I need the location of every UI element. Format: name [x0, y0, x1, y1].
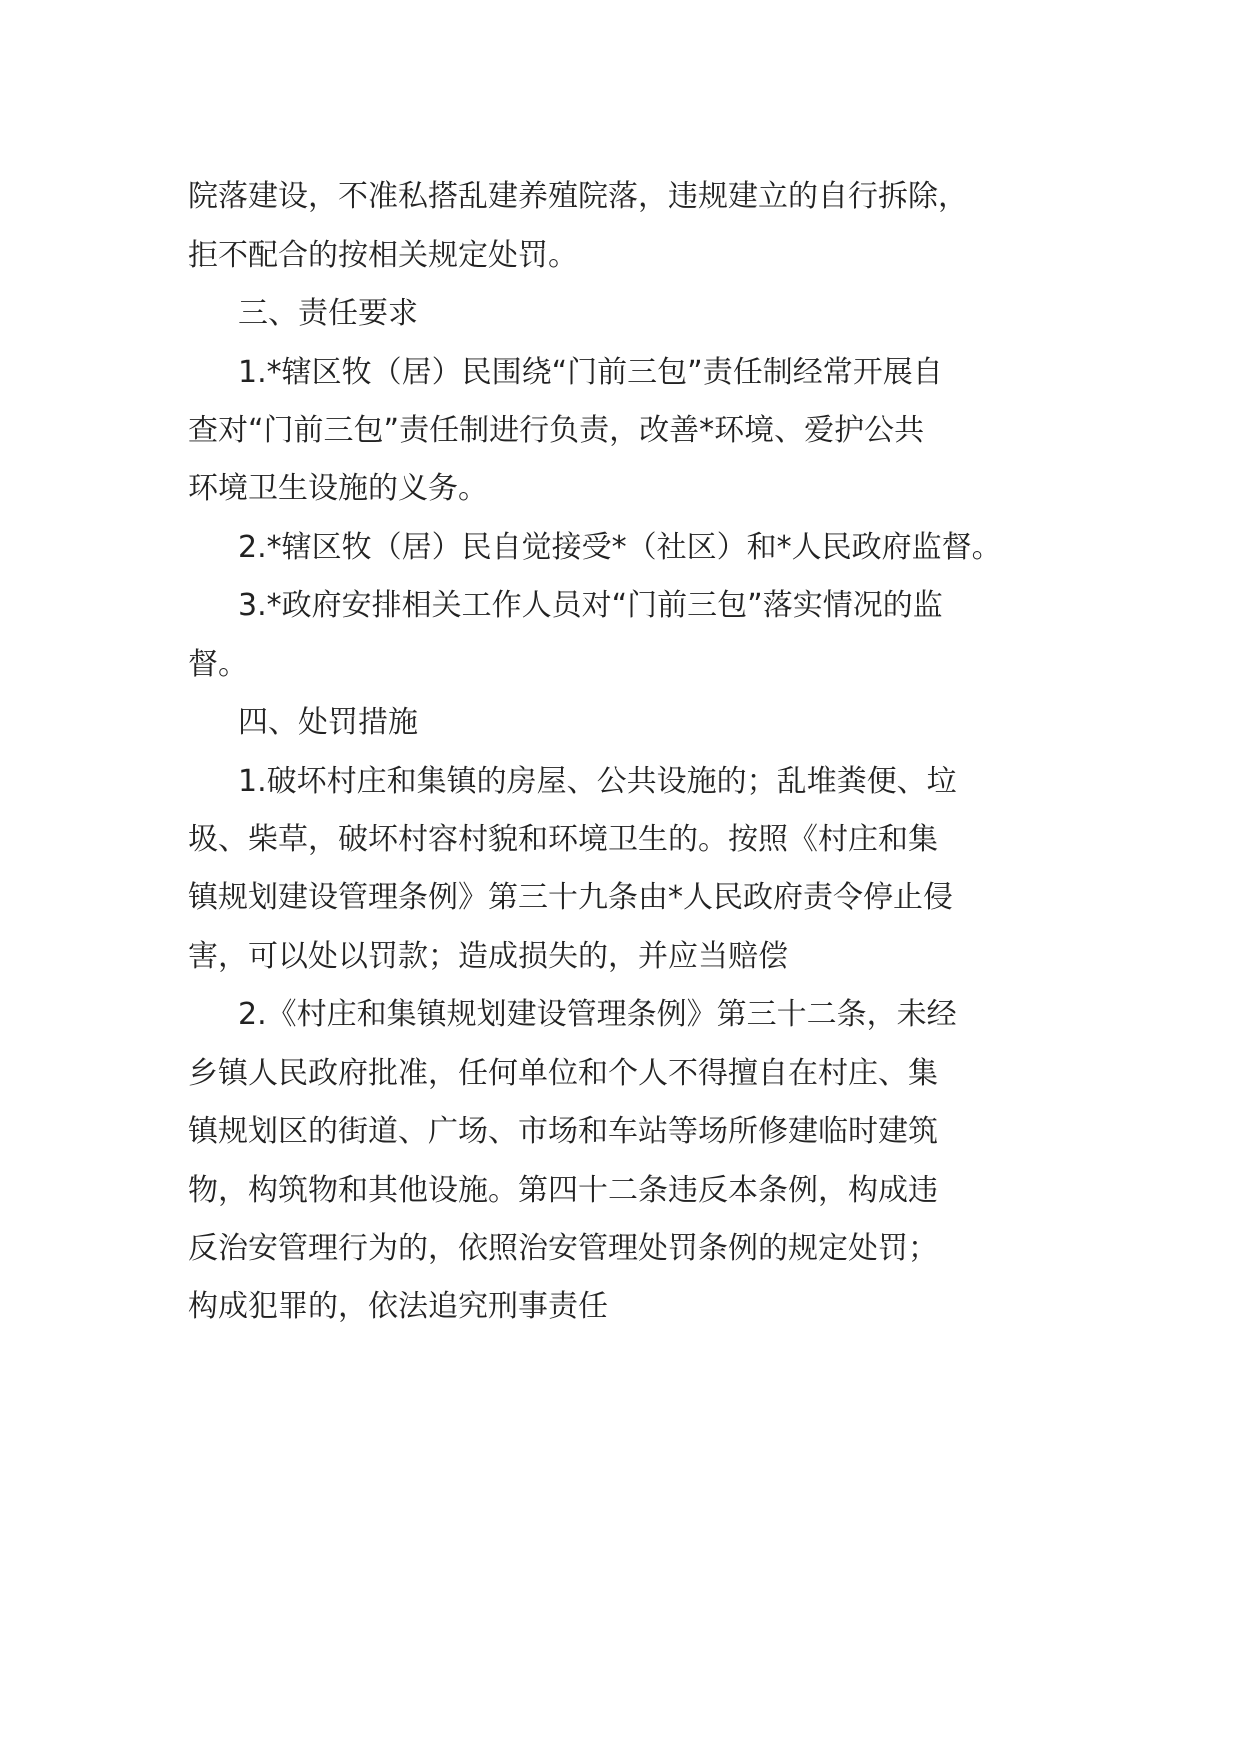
paragraph-line: 乡镇人民政府批准，任何单位和个人不得擅自在村庄、集 — [188, 1056, 938, 1091]
paragraph-line: 拒不配合的按相关规定处罚。 — [188, 238, 578, 273]
paragraph-line: 物，构筑物和其他设施。第四十二条违反本条例，构成违 — [188, 1173, 938, 1208]
paragraph-line: 2.《村庄和集镇规划建设管理条例》第三十二条，未经 — [238, 997, 957, 1032]
paragraph-line: 害，可以处以罚款；造成损失的，并应当赔偿 — [188, 939, 788, 974]
paragraph-line: 2.*辖区牧（居）民自觉接受*（社区）和*人民政府监督。 — [238, 530, 1002, 565]
paragraph-line: 镇规划区的街道、广场、市场和车站等场所修建临时建筑 — [188, 1114, 938, 1149]
paragraph-line: 督。 — [188, 647, 248, 682]
paragraph-line: 圾、柴草，破坏村容村貌和环境卫生的。按照《村庄和集 — [188, 822, 938, 857]
section-heading: 三、责任要求 — [238, 296, 418, 331]
section-heading: 四、处罚措施 — [238, 705, 418, 740]
paragraph-line: 查对“门前三包”责任制进行负责，改善*环境、爱护公共 — [188, 413, 925, 448]
paragraph-line: 反治安管理行为的，依照治安管理处罚条例的规定处罚； — [188, 1231, 938, 1266]
paragraph-line: 3.*政府安排相关工作人员对“门前三包”落实情况的监 — [238, 588, 943, 623]
paragraph-line: 1.*辖区牧（居）民围绕“门前三包”责任制经常开展自 — [238, 355, 943, 390]
paragraph-line: 镇规划建设管理条例》第三十九条由*人民政府责令停止侵 — [188, 880, 953, 915]
paragraph-line: 1.破坏村庄和集镇的房屋、公共设施的；乱堆粪便、垃 — [238, 764, 957, 799]
paragraph-line: 院落建设，不准私搭乱建养殖院落，违规建立的自行拆除， — [188, 179, 968, 214]
paragraph-line: 构成犯罪的，依法追究刑事责任 — [188, 1289, 608, 1324]
paragraph-line: 环境卫生设施的义务。 — [188, 471, 488, 506]
